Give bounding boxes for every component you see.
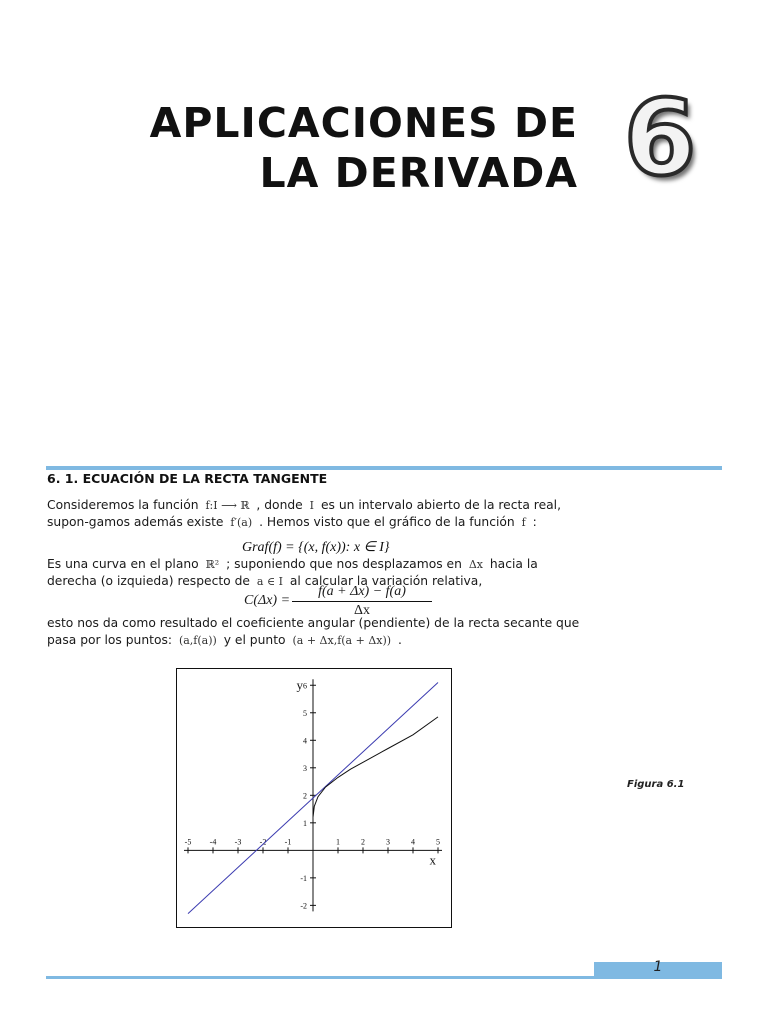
y-tick-label: 1 — [303, 818, 307, 828]
chapter-number: 6 — [623, 77, 697, 199]
x-tick-label: -5 — [184, 837, 192, 847]
math-plane: ℝ² — [205, 558, 220, 571]
formula-denominator: Δx — [353, 603, 370, 618]
math-f: f — [521, 516, 526, 529]
math-function-def: f:I ⟶ ℝ — [205, 499, 250, 512]
x-axis-label: x — [429, 852, 436, 868]
y-tick-label: 6 — [303, 681, 307, 691]
math-point-a-dx: (a + Δx,f(a + Δx)) — [292, 634, 392, 647]
series-line-curve — [313, 717, 438, 817]
y-tick-label: 4 — [303, 736, 307, 746]
x-tick-label: 1 — [336, 837, 340, 847]
x-tick-label: 4 — [411, 837, 415, 847]
x-tick-label: -4 — [209, 837, 217, 847]
math-delta-x: Δx — [468, 558, 483, 571]
figure-caption: Figura 6.1 — [627, 779, 685, 790]
y-tick-label: 3 — [303, 763, 307, 773]
page-number: 1 — [653, 959, 663, 975]
paragraph-2: Es una curva en el plano ℝ² ; suponiendo que nos desplazamos en Δx hacia la derecha (o izquieda) respecto de a ∈ I al calcular la variación relativa, — [47, 557, 538, 588]
section-rule-top — [46, 466, 722, 470]
paragraph-3: esto nos da como resultado el coeficiente angular (pendiente) de la recta secante que pasa por los puntos: (a,f(a)) y el punto (a + Δx,f(a + Δx)) . — [47, 616, 580, 647]
math-a-in-i: a ∈ I — [256, 575, 283, 588]
paragraph-1: Consideremos la función f:I ⟶ ℝ , donde I es un intervalo abierto de la recta real, supon-gamos además existe f′(a) . Hemos visto que el gráfico de la función f : — [47, 498, 561, 529]
x-tick-label: 2 — [361, 837, 365, 847]
x-tick-label: -3 — [234, 837, 242, 847]
x-tick-label: 3 — [386, 837, 390, 847]
y-tick-label: 5 — [303, 708, 307, 718]
formula-variation-fraction — [292, 584, 432, 619]
section-heading: 6. 1. ECUACIÓN DE LA RECTA TANGENTE — [47, 471, 328, 486]
formula-numerator: f(a + Δx) − f(a) — [292, 584, 432, 602]
y-axis-label: y — [296, 677, 303, 693]
tangent-line-chart — [177, 669, 451, 927]
chapter-title-line-1: APLICACIONES DE — [149, 99, 578, 147]
chapter-title — [100, 98, 578, 198]
math-derivative: f′(a) — [230, 516, 253, 529]
chapter-title-line-2: LA DERIVADA — [259, 149, 578, 197]
figure-box — [176, 668, 452, 928]
footer-rule — [46, 976, 722, 979]
y-tick-label: -1 — [300, 873, 307, 883]
formula-graph: Graf(f) = {(x, f(x)): x ∈ I} — [242, 540, 390, 555]
y-tick-label: -2 — [300, 901, 307, 911]
math-point-a: (a,f(a)) — [178, 634, 217, 647]
x-tick-label: -1 — [284, 837, 292, 847]
math-interval: I — [309, 499, 315, 512]
x-tick-label: -2 — [259, 837, 267, 847]
x-tick-label: 5 — [436, 837, 440, 847]
y-tick-label: 2 — [303, 791, 307, 801]
formula-variation-left: C(Δx) = — [244, 593, 291, 608]
